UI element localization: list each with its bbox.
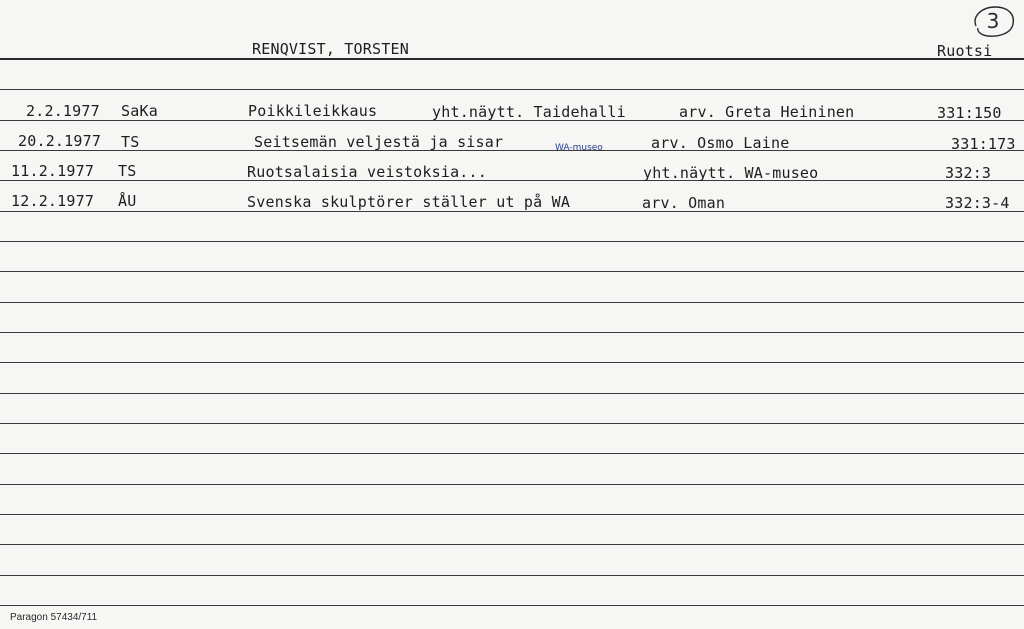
ruled-line bbox=[0, 605, 1024, 606]
ruled-line bbox=[0, 423, 1024, 424]
entry-date: 20.2.1977 bbox=[18, 132, 102, 150]
ruled-line bbox=[0, 332, 1024, 333]
country-label: Ruotsi bbox=[937, 42, 993, 60]
ruled-line bbox=[0, 150, 1024, 151]
ruled-line bbox=[0, 362, 1024, 363]
entry-date: 2.2.1977 bbox=[26, 102, 100, 120]
ruled-line bbox=[0, 393, 1024, 394]
ruled-line bbox=[0, 271, 1024, 272]
ruled-line bbox=[0, 302, 1024, 303]
card-footer-print: Paragon 57434/711 bbox=[10, 612, 98, 623]
entry-ref: 332:3-4 bbox=[945, 194, 1010, 212]
ruled-line bbox=[0, 241, 1024, 242]
ruled-line bbox=[0, 544, 1024, 545]
entry-paper: SaKa bbox=[121, 102, 158, 120]
ruled-line bbox=[0, 89, 1024, 90]
ruled-line bbox=[0, 575, 1024, 576]
ruled-line bbox=[0, 211, 1024, 212]
entry-title: Svenska skulptörer ställer ut på WA bbox=[247, 193, 571, 211]
card-number: 3 bbox=[986, 9, 1000, 33]
entry-title: Seitsemän veljestä ja sisar bbox=[254, 133, 504, 151]
entry-note: yht.näytt. WA-museo bbox=[643, 164, 819, 182]
entry-paper: TS bbox=[118, 162, 137, 180]
entry-note: yht.näytt. Taidehalli bbox=[432, 103, 626, 121]
entry-title: Poikkileikkaus bbox=[248, 102, 378, 120]
entry-reviewer: arv. Osmo Laine bbox=[651, 134, 790, 152]
entry-ref: 331:150 bbox=[937, 104, 1002, 122]
entry-title: Ruotsalaisia veistoksia... bbox=[247, 163, 487, 181]
ruled-line bbox=[0, 484, 1024, 485]
card-number-badge bbox=[968, 4, 1018, 40]
entry-paper: TS bbox=[121, 133, 140, 151]
ruled-line bbox=[0, 180, 1024, 181]
entry-handwritten-note: WA-museo bbox=[555, 143, 603, 153]
entry-reviewer: arv. Oman bbox=[642, 194, 726, 212]
ruled-line bbox=[0, 514, 1024, 515]
entry-reviewer: arv. Greta Heininen bbox=[679, 103, 855, 121]
entry-ref: 331:173 bbox=[951, 135, 1016, 153]
entry-date: 12.2.1977 bbox=[11, 192, 95, 210]
header-rule bbox=[0, 58, 1024, 60]
entry-ref: 332:3 bbox=[945, 164, 992, 182]
entry-date: 11.2.1977 bbox=[11, 162, 95, 180]
ruled-line bbox=[0, 453, 1024, 454]
entry-paper: ÅU bbox=[118, 192, 137, 210]
person-name: RENQVIST, TORSTEN bbox=[252, 40, 409, 58]
